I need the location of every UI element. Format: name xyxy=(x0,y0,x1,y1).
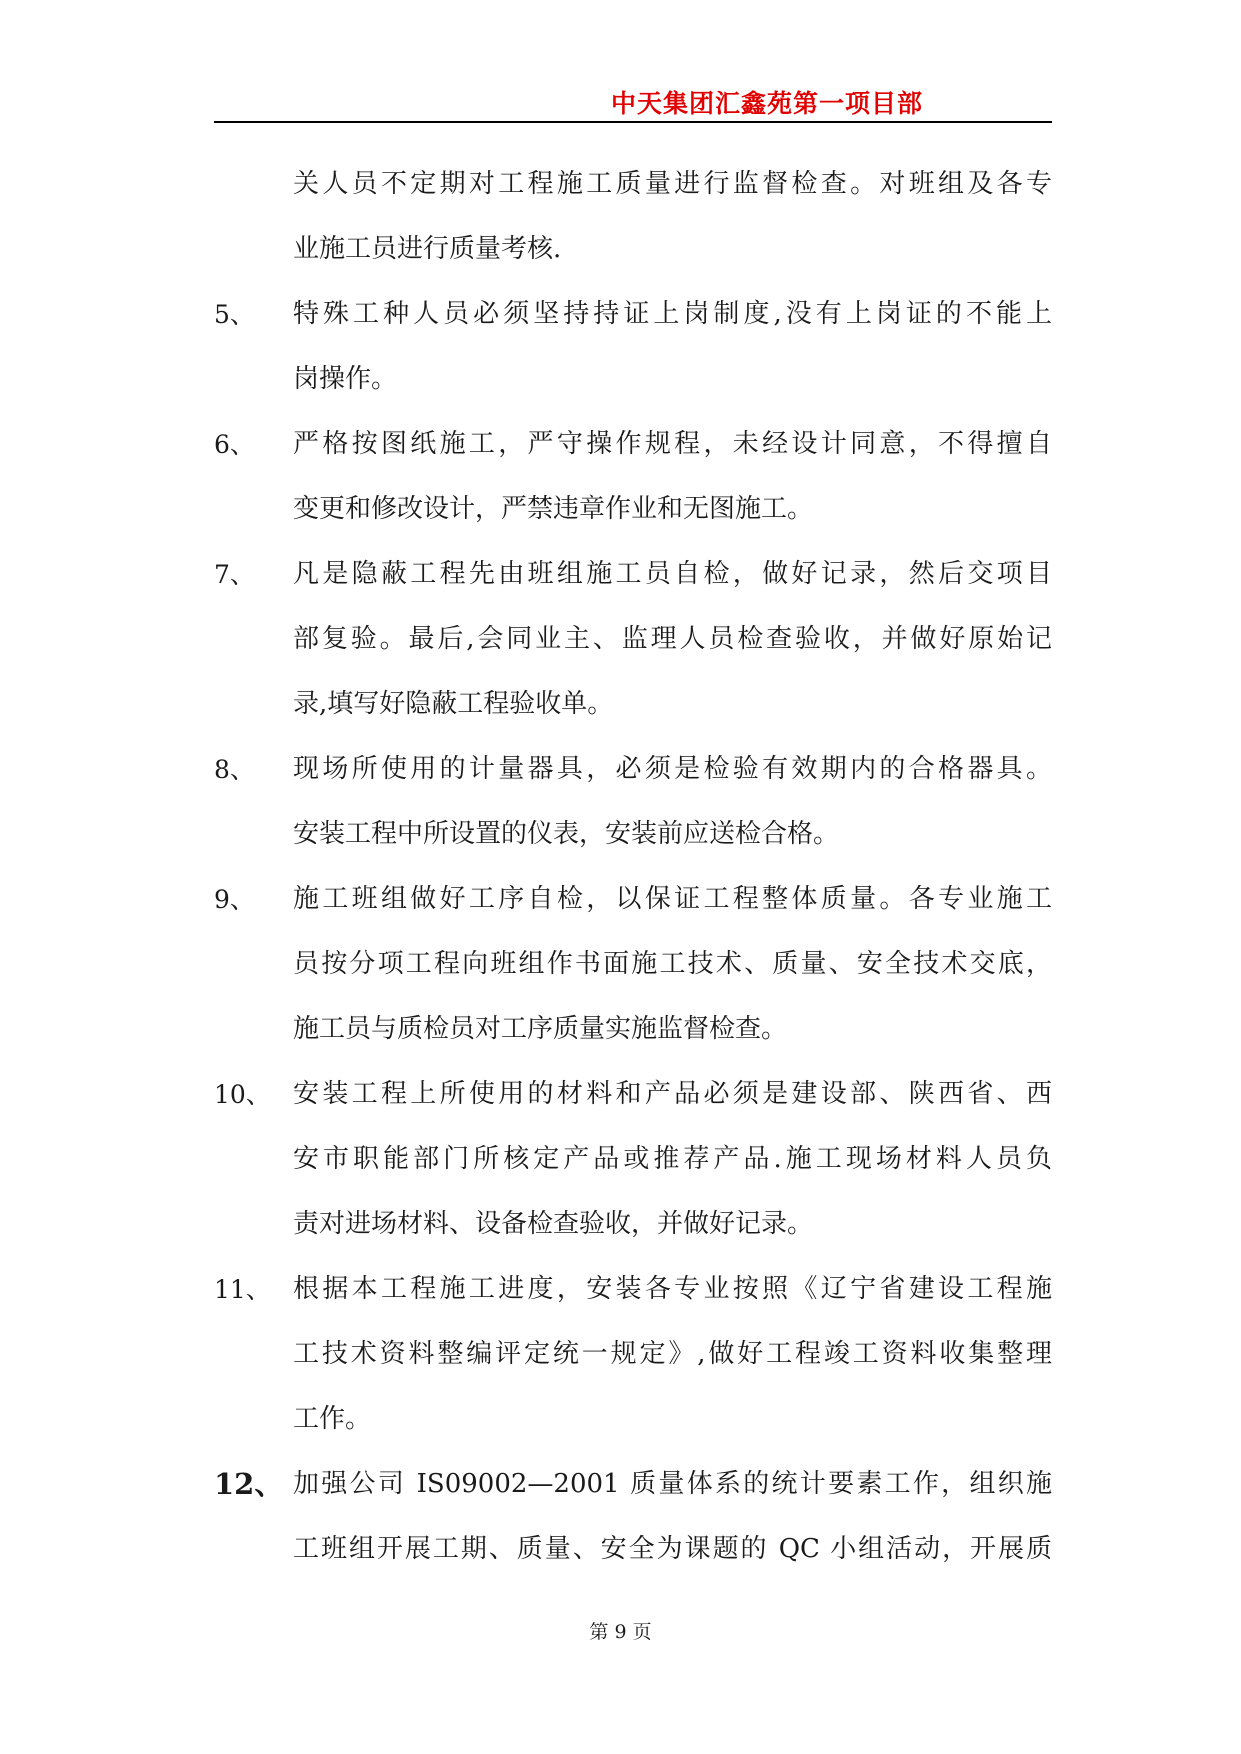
text-line: 工作。 xyxy=(293,1404,372,1434)
text-line: 岗操作。 xyxy=(293,364,398,394)
document-body xyxy=(214,152,1052,1582)
text-line: 安市职能部门所核定产品或推荐产品.施工现场材料人员负 xyxy=(293,1144,1052,1174)
list-item xyxy=(214,737,1052,867)
item-number: 9、 xyxy=(214,885,255,914)
text-line: 工班组开展工期、质量、安全为课题的 QC 小组活动，开展质 xyxy=(293,1534,1052,1564)
text-line: 部复验。最后,会同业主、监理人员检查验收，并做好原始记 xyxy=(293,624,1052,654)
page-number: 第 9 页 xyxy=(589,1621,652,1643)
list-item xyxy=(214,282,1052,412)
item-number: 10、 xyxy=(214,1080,271,1109)
header-title: 中天集团汇鑫苑第一项目部 xyxy=(610,89,923,118)
item-number: 6、 xyxy=(214,430,255,459)
item-number: 8、 xyxy=(214,755,255,784)
item-number: 11、 xyxy=(214,1275,271,1304)
list-item xyxy=(214,1452,1052,1582)
text-line: 加强公司 IS09002—2001 质量体系的统计要素工作，组织施 xyxy=(293,1469,1052,1499)
continuation-paragraph xyxy=(214,152,1052,282)
list-item xyxy=(214,1062,1052,1257)
text-line: 业施工员进行质量考核. xyxy=(293,234,562,264)
item-number: 12、 xyxy=(214,1467,284,1501)
list-item xyxy=(214,542,1052,737)
text-line: 施工员与质检员对工序质量实施监督检查。 xyxy=(293,1014,788,1044)
list-item xyxy=(214,867,1052,1062)
text-line: 特殊工种人员必须坚持持证上岗制度,没有上岗证的不能上 xyxy=(293,299,1052,329)
list-item xyxy=(214,1257,1052,1452)
text-line: 关人员不定期对工程施工质量进行监督检查。对班组及各专 xyxy=(293,169,1052,199)
text-line: 责对进场材料、设备检查验收，并做好记录。 xyxy=(293,1209,814,1239)
item-number: 7、 xyxy=(214,560,255,589)
text-line: 现场所使用的计量器具，必须是检验有效期内的合格器具。 xyxy=(293,754,1052,784)
text-line: 安装工程中所设置的仪表，安装前应送检合格。 xyxy=(293,819,840,849)
text-line: 严格按图纸施工，严守操作规程，未经设计同意，不得擅自 xyxy=(293,429,1052,459)
text-line: 施工班组做好工序自检，以保证工程整体质量。各专业施工 xyxy=(293,884,1052,914)
list-item xyxy=(214,412,1052,542)
text-line: 根据本工程施工进度，安装各专业按照《辽宁省建设工程施 xyxy=(293,1274,1052,1304)
text-line: 凡是隐蔽工程先由班组施工员自检，做好记录，然后交项目 xyxy=(293,559,1052,589)
text-line: 变更和修改设计，严禁违章作业和无图施工。 xyxy=(293,494,814,524)
header-rule xyxy=(214,121,1052,123)
text-line: 工技术资料整编评定统一规定》,做好工程竣工资料收集整理 xyxy=(293,1339,1052,1369)
text-line: 安装工程上所使用的材料和产品必须是建设部、陕西省、西 xyxy=(293,1079,1052,1109)
item-number: 5、 xyxy=(214,300,255,329)
text-line: 员按分项工程向班组作书面施工技术、质量、安全技术交底， xyxy=(293,949,1052,979)
text-line: 录,填写好隐蔽工程验收单。 xyxy=(293,689,614,719)
